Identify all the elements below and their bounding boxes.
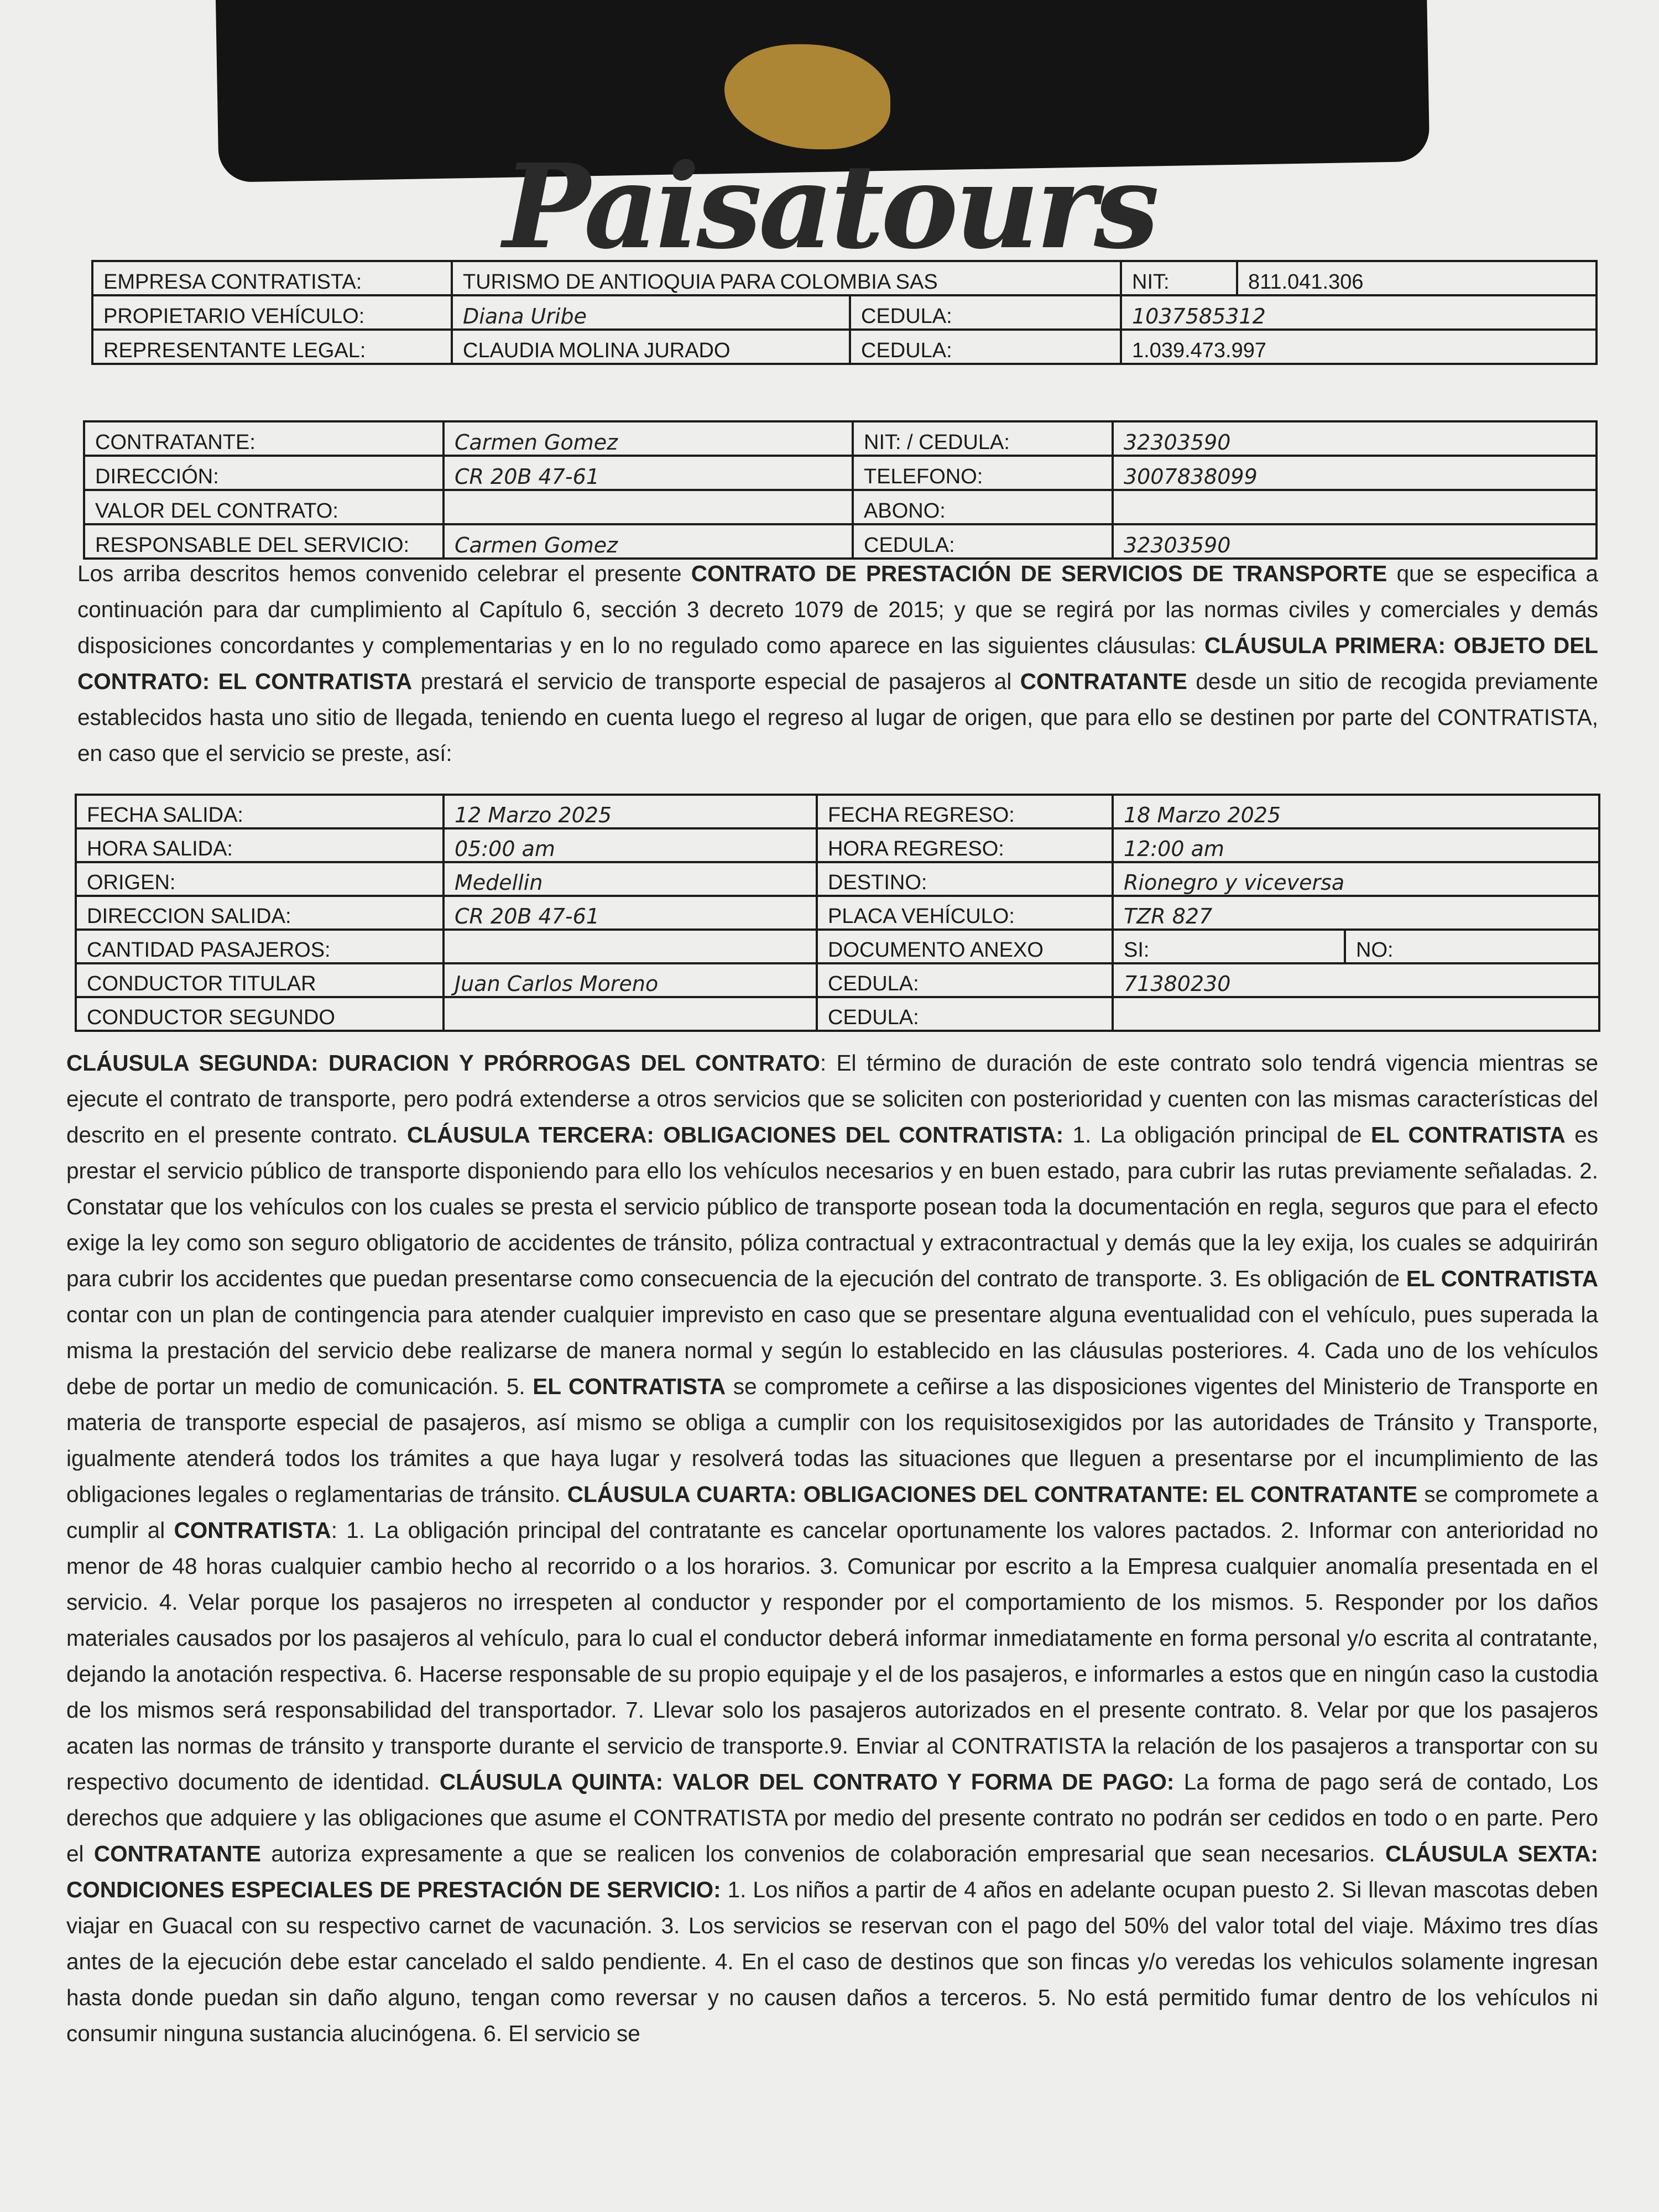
- fecha-salida-value: 12 Marzo 2025: [444, 795, 817, 828]
- clause-4-text-a: se compromete a cumplir al: [66, 1481, 1598, 1543]
- conductor-titular-label: CONDUCTOR TITULAR: [76, 963, 444, 997]
- clause-3-contratista-2: EL CONTRATISTA: [1406, 1266, 1598, 1291]
- clause-5-text-b: autoriza expresamente a que se realicen los convenios de colaboración empresarial que sean necesarios.: [261, 1841, 1385, 1866]
- nit-cedula-label: NIT: / CEDULA:: [853, 421, 1113, 456]
- conductor-titular-cedula-value: 71380230: [1113, 963, 1599, 997]
- clause-1-text-1: prestará el servicio de transporte especial de pasajeros al: [412, 669, 1020, 694]
- direccion-salida-label: DIRECCION SALIDA:: [76, 896, 444, 930]
- intro-text-2: que se especifica a continuación para dar cumplimiento al Capítulo 6, sección 3 decreto 1079 de 2015; y que se regirá por las normas civiles y comerciales y demás disposiciones concordantes y complementarias y en lo no regulado como aparece en las siguientes cláusulas:: [77, 561, 1598, 658]
- cantidad-pasajeros-label: CANTIDAD PASAJEROS:: [76, 930, 444, 963]
- intro-paragraph: [77, 556, 1598, 771]
- clause-3-text-d: se compromete a ceñirse a las disposiciones vigentes del Ministerio de Transporte en materia de transporte especial de pasajeros, así mismo se obliga a cumplir con los requisitosexigidos por las autoridades de Tránsito y Transporte, igualmente atenderá todos los trámites a que haya lugar y resolverá todas las situaciones que lleguen a presentarse por el incumplimiento de las obligaciones legales o reglamentarias de tránsito.: [66, 1374, 1598, 1507]
- trip-table: [75, 794, 1600, 1032]
- propietario-cedula-value: 1037585312: [1121, 295, 1597, 330]
- representante-value: CLAUDIA MOLINA JURADO: [452, 330, 850, 364]
- clause-6-heading: CLÁUSULA SEXTA: CONDICIONES ESPECIALES DE PRESTACIÓN DE SERVICIO:: [66, 1841, 1598, 1902]
- fecha-regreso-value: 18 Marzo 2025: [1113, 795, 1599, 828]
- direccion-value: CR 20B 47-61: [444, 456, 853, 490]
- nit-label: NIT:: [1121, 261, 1237, 295]
- valor-label: VALOR DEL CONTRATO:: [84, 490, 444, 524]
- fecha-regreso-label: FECHA REGRESO:: [817, 795, 1113, 828]
- propietario-cedula-label: CEDULA:: [850, 295, 1121, 330]
- hora-regreso-value: 12:00 am: [1113, 828, 1599, 862]
- destino-value: Rionegro y viceversa: [1113, 862, 1599, 896]
- clause-4-heading: CLÁUSULA CUARTA: OBLIGACIONES DEL CONTRATANTE: EL CONTRATANTE: [567, 1481, 1418, 1507]
- clause-4-text-b: : 1. La obligación principal del contratante es cancelar oportunamente los valores pactados. 2. Informar con anterioridad no menor de 48 horas cualquier cambio hecho al recorrido o a los horarios. 3. Comunicar por escrito a la Empresa cualquier anomalía presentada en el servicio. 4. Velar porque los pasajeros no irrespeten al conductor y responder por el comportamiento de los mismos. 5. Responder por los daños materiales causados por los pasajeros al vehículo, para lo cual el conductor deberá informar inmediatamente en forma personal y/o escrita al contratante, dejando la anotación respectiva. 6. Hacerse responsable de su propio equipaje y el de los pasajeros, e informarles a estos que en ningún caso la custodia de los mismos será responsabilidad del transportador. 7. Llevar solo los pasajeros autorizados en el presente contrato. 8. Velar por que los pasajeros acaten las normas de tránsito y transporte durante el servicio de transporte.9. Enviar al CONTRATISTA la relación de los pasajeros a transportar con su respectivo documento de identidad.: [66, 1517, 1598, 1794]
- clause-6-text: 1. Los niños a partir de 4 años en adelante ocupan puesto 2. Si llevan mascotas deben viajar en Guacal con su respectivo carnet de vacunación. 3. Los servicios se reservan con el pago del 50% del valor total del viaje. Máximo tres días antes de la ejecución debe estar cancelado el saldo pendiente. 4. En el caso de destinos que son fincas y/o veredas los vehiculos solamente ingresan hasta donde puedan sin daño alguno, tengan como reversar y no causen daños a terceros. 5. No está permitido fumar dentro de los vehículos ni consumir ninguna sustancia alucinógena. 6. El servicio se: [66, 1877, 1598, 2046]
- abono-value: [1113, 490, 1597, 524]
- clause-4-contratista: CONTRATISTA: [174, 1517, 331, 1543]
- responsable-cedula-label: CEDULA:: [853, 524, 1113, 559]
- clause-5-heading: CLÁUSULA QUINTA: VALOR DEL CONTRATO Y FORMA DE PAGO:: [439, 1769, 1175, 1794]
- clause-1-heading: CLÁUSULA PRIMERA: OBJETO DEL CONTRATO: EL CONTRATISTA: [77, 633, 1598, 694]
- company-table: [91, 260, 1598, 365]
- valor-value: [444, 490, 853, 524]
- clause-3-text-c: contar con un plan de contingencia para atender cualquier imprevisto en caso que se presentare alguna eventualidad con el vehículo, pues superada la misma la prestación del servicio debe realizarse de manera normal y según lo establecido en las cláusulas posteriores. 4. Cada uno de los vehículos debe de portar un medio de comunicación. 5.: [66, 1302, 1598, 1399]
- empresa-value: TURISMO DE ANTIOQUIA PARA COLOMBIA SAS: [452, 261, 1121, 295]
- telefono-value: 3007838099: [1113, 456, 1597, 490]
- conductor-segundo-cedula-value: [1113, 997, 1599, 1031]
- contratante-label: CONTRATANTE:: [84, 421, 444, 456]
- nit-cedula-value: 32303590: [1113, 421, 1597, 456]
- origen-label: ORIGEN:: [76, 862, 444, 896]
- placa-label: PLACA VEHÍCULO:: [817, 896, 1113, 930]
- empresa-label: EMPRESA CONTRATISTA:: [92, 261, 452, 295]
- responsable-label: RESPONSABLE DEL SERVICIO:: [84, 524, 444, 559]
- documento-anexo-label: DOCUMENTO ANEXO: [817, 930, 1113, 963]
- conductor-titular-cedula-label: CEDULA:: [817, 963, 1113, 997]
- contratante-value: Carmen Gomez: [444, 421, 853, 456]
- conductor-segundo-label: CONDUCTOR SEGUNDO: [76, 997, 444, 1031]
- intro-contract-title: CONTRATO DE PRESTACIÓN DE SERVICIOS DE TRANSPORTE: [691, 561, 1387, 586]
- propietario-label: PROPIETARIO VEHÍCULO:: [92, 295, 452, 330]
- clause-3-contratista-1: EL CONTRATISTA: [1371, 1122, 1566, 1147]
- clauses-paragraph: [66, 1045, 1598, 2173]
- no-label: NO:: [1345, 930, 1599, 963]
- clause-3-text-a: 1. La obligación principal de: [1063, 1122, 1371, 1147]
- origen-value: Medellin: [444, 862, 817, 896]
- clause-2-heading: CLÁUSULA SEGUNDA: DURACION Y PRÓRROGAS DEL CONTRATO: [66, 1050, 820, 1076]
- clause-5-text-a: La forma de pago será de contado, Los derechos que adquiere y las obligaciones que asume el CONTRATISTA por medio del presente contrato no podrán ser cedidos en todo o en parte. Pero el: [66, 1769, 1598, 1866]
- clause-5-contratante: CONTRATANTE: [93, 1841, 262, 1866]
- client-table: [83, 420, 1598, 560]
- conductor-titular-value: Juan Carlos Moreno: [444, 963, 817, 997]
- nit-value: 811.041.306: [1237, 261, 1597, 295]
- si-label: SI:: [1113, 930, 1345, 963]
- clause-3-contratista-3: EL CONTRATISTA: [533, 1374, 726, 1399]
- responsable-value: Carmen Gomez: [444, 524, 853, 559]
- clause-2-text: : El término de duración de este contrato solo tendrá vigencia mientras se ejecute el contrato de transporte, pero podrá extenderse a otros servicios que se soliciten con posterioridad y cuenten con las mismas características del descrito en el presente contrato.: [66, 1050, 1598, 1147]
- hora-salida-label: HORA SALIDA:: [76, 828, 444, 862]
- abono-label: ABONO:: [853, 490, 1113, 524]
- responsable-cedula-value: 32303590: [1113, 524, 1597, 559]
- conductor-segundo-value: [444, 997, 817, 1031]
- clause-3-text-b: es prestar el servicio público de transporte disponiendo para ello los vehículos necesarios y en buen estado, para cubrir las rutas previamente señaladas. 2. Constatar que los vehículos con los cuales se presta el servicio público de transporte posean toda la documentación en regla, seguros que para el efecto exige la ley como son seguro obligatorio de accidentes de tránsito, póliza contractual y extracontractual y demás que la ley exija, los cuales se adquirirán para cubrir los accidentes que puedan presentarse como consecuencia de la ejecución del contrato de transporte. 3. Es obligación de: [66, 1122, 1598, 1291]
- representante-cedula-label: CEDULA:: [850, 330, 1121, 364]
- hora-salida-value: 05:00 am: [444, 828, 817, 862]
- representante-label: REPRESENTANTE LEGAL:: [92, 330, 452, 364]
- direccion-label: DIRECCIÓN:: [84, 456, 444, 490]
- placa-value: TZR 827: [1113, 896, 1599, 930]
- hora-regreso-label: HORA REGRESO:: [817, 828, 1113, 862]
- intro-text-1: Los arriba descritos hemos convenido celebrar el presente: [77, 561, 691, 586]
- cantidad-pasajeros-value: [444, 930, 817, 963]
- clause-3-heading: CLÁUSULA TERCERA: OBLIGACIONES DEL CONTRATISTA:: [406, 1122, 1064, 1147]
- representante-cedula-value: 1.039.473.997: [1121, 330, 1597, 364]
- clause-1-text-2: desde un sitio de recogida previamente establecidos hasta uno sitio de llegada, teniendo en cuenta luego el regreso al lugar de origen, que para ello se destinen por parte del CONTRATISTA, en caso que el servicio se preste, así:: [77, 669, 1599, 766]
- conductor-segundo-cedula-label: CEDULA:: [817, 997, 1113, 1031]
- destino-label: DESTINO:: [817, 862, 1113, 896]
- company-logo: Paisatours: [503, 138, 1156, 275]
- clause-1-contratante: CONTRATANTE: [1020, 669, 1187, 694]
- telefono-label: TELEFONO:: [853, 456, 1113, 490]
- propietario-value: Diana Uribe: [452, 295, 850, 330]
- fecha-salida-label: FECHA SALIDA:: [76, 795, 444, 828]
- direccion-salida-value: CR 20B 47-61: [444, 896, 817, 930]
